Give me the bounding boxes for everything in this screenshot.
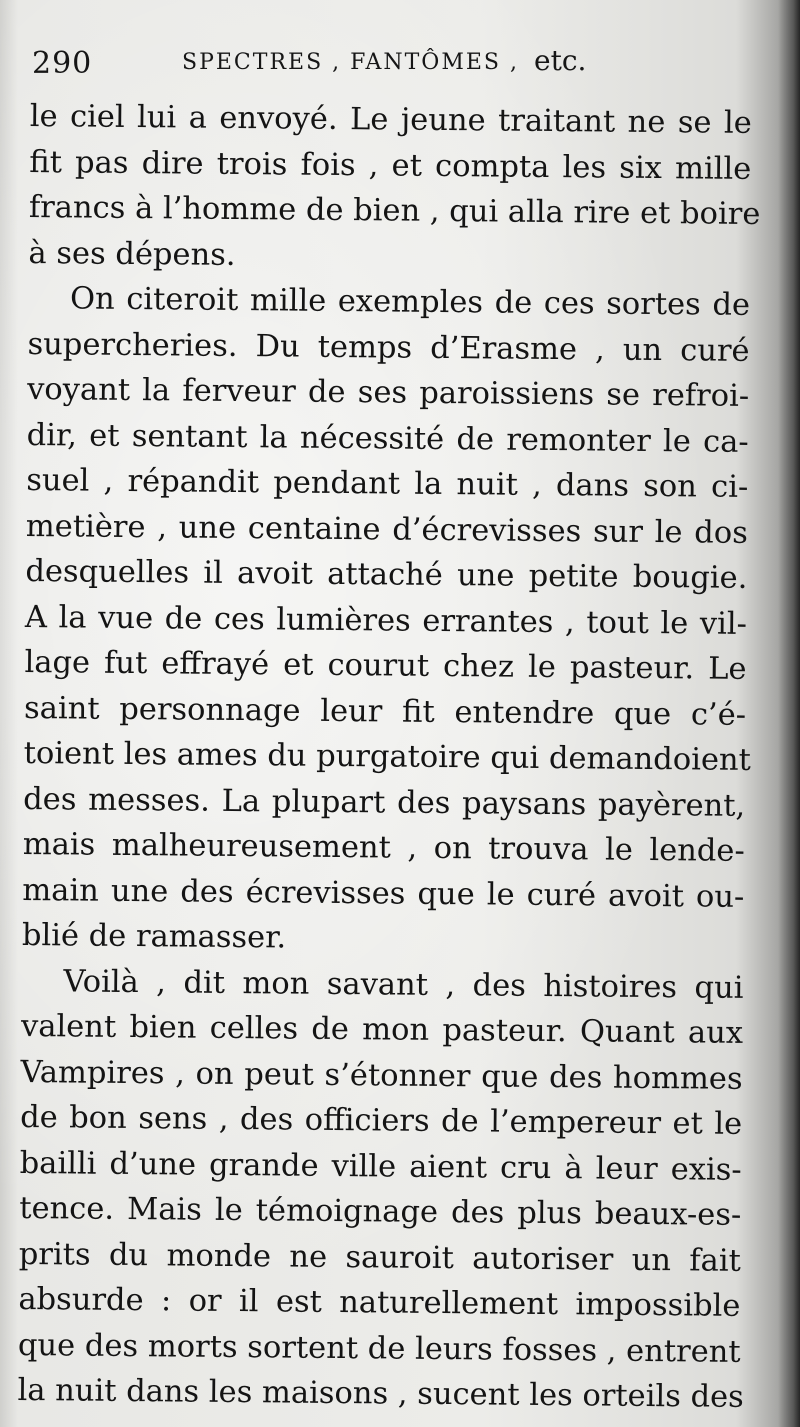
running-head-title: SPECTRES , FANTÔMES , — [182, 50, 519, 75]
text-line: metière , une centaine d’écrevisses sur le dos — [25, 508, 748, 551]
text-line: francs à l’homme de bien , qui alla rire et boire — [28, 189, 761, 233]
page-edge-shadow — [778, 0, 800, 1427]
text-line: blié de ramasser. — [21, 917, 287, 956]
text-line: toient les ames du purgatoire qui demandoient — [23, 735, 752, 778]
text-line: saint personnage leur fit entendre que c’é- — [23, 690, 747, 733]
text-line: lage fut effrayé et courut chez le pasteur. Le — [24, 644, 747, 687]
text-line: absurde : or il est naturellement impossible — [18, 1281, 741, 1324]
text-line: On citeroit mille exemples de ces sortes de — [69, 281, 751, 323]
text-line: des messes. La plupart des paysans payèrent, — [23, 781, 746, 824]
text-line: voyant la ferveur de ses paroissiens se refroi- — [26, 371, 750, 414]
text-line: fit pas dire trois fois , et compta les six mille — [29, 144, 752, 187]
text-line: bailli d’une grande ville aient cru à leur exis- — [19, 1145, 742, 1188]
text-line: main une des écrevisses que le curé avoit ou- — [22, 872, 745, 915]
text-line: le ciel lui a envoyé. Le jeune traitant ne se le — [29, 98, 752, 141]
text-line: que des morts sortent de leurs fosses , entrent — [17, 1327, 741, 1370]
text-line: de bon sens , des officiers de l’empereur et le — [20, 1099, 743, 1142]
text-line: supercheries. Du temps d’Erasme , un curé — [27, 326, 750, 369]
running-head — [32, 44, 602, 84]
running-head-etc: etc. — [534, 44, 587, 77]
text-line: suel , répandit pendant la nuit , dans son ci- — [26, 462, 749, 505]
text-line: dir, et sentant la nécessité de remonter le ca- — [26, 417, 749, 460]
text-line: prits du monde ne sauroit autoriser un fait — [18, 1236, 741, 1279]
text-line: A la vue de ces lumières errantes , tout le vil- — [24, 599, 748, 642]
text-line: la nuit dans les maisons , sucent les orteils des — [17, 1372, 744, 1415]
text-line: Voilà , dit mon savant , des histoires qui — [63, 963, 744, 1006]
text-line: Vampires , on peut s’étonner que des hommes — [20, 1054, 743, 1097]
text-line: desquelles il avoit attaché une petite bougie. — [25, 553, 748, 596]
text-line: valent bien celles de mon pasteur. Quant aux — [20, 1008, 744, 1051]
text-line: à ses dépens. — [28, 235, 236, 273]
text-line: tence. Mais le témoignage des plus beaux-es- — [19, 1190, 742, 1233]
body-text — [17, 94, 761, 1420]
page-number: 290 — [32, 46, 93, 81]
text-line: mais malheureusement , on trouva le lende- — [22, 826, 745, 869]
